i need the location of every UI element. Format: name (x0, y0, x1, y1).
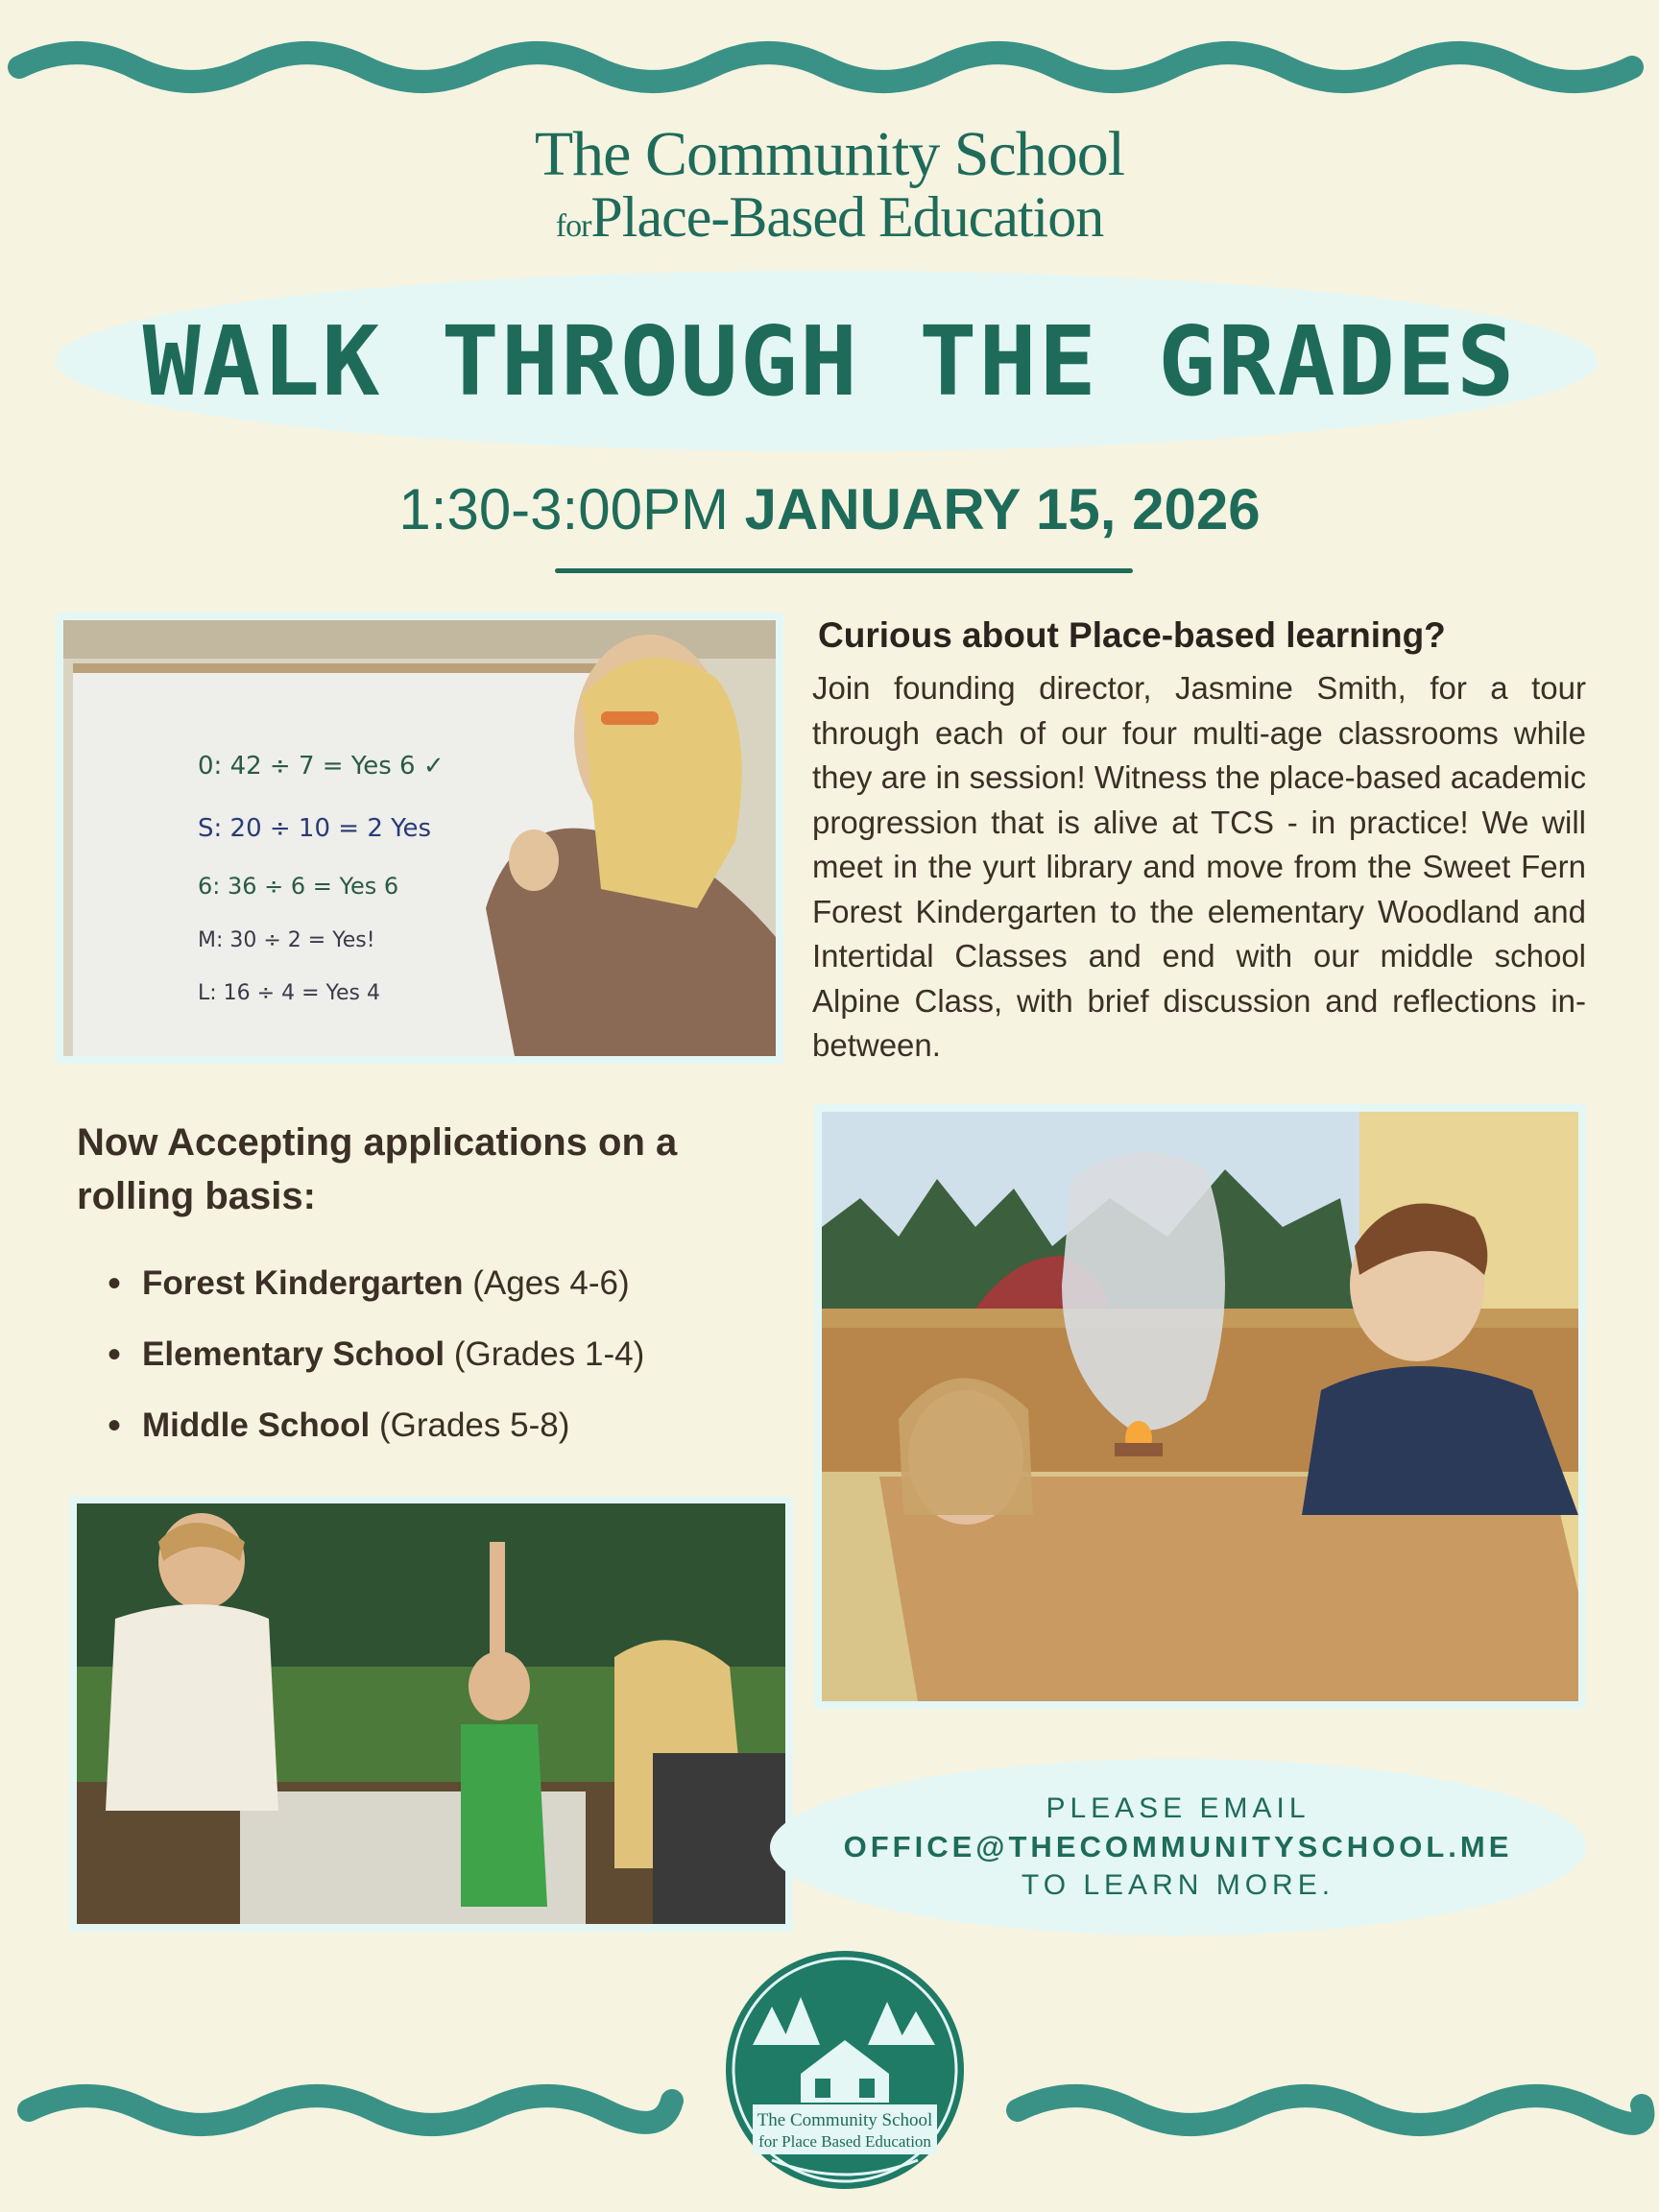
whiteboard-line: 0: 42 ÷ 7 = Yes 6 ✓ (198, 752, 445, 781)
event-datetime (0, 476, 1659, 543)
program-item (108, 1319, 799, 1390)
school-seal-icon (724, 1949, 966, 2191)
seal-text-line2: for Place Based Education (758, 2132, 931, 2151)
program-detail: (Grades 1-4) (453, 1335, 645, 1373)
program-item (108, 1248, 799, 1319)
program-detail: (Ages 4-6) (472, 1264, 630, 1302)
program-detail: (Grades 5-8) (378, 1407, 570, 1444)
contact-line1: PLEASE EMAIL (1046, 1792, 1310, 1824)
contact-line3: TO LEARN MORE. (1021, 1869, 1335, 1901)
contact-block (770, 1790, 1586, 1905)
event-title: WALK THROUGH THE GRADES (142, 305, 1517, 418)
bottom-right-wave-decoration (998, 2072, 1659, 2149)
curious-heading: Curious about Place-based learning? (818, 615, 1446, 655)
top-wave-decoration (0, 29, 1659, 106)
contact-email-link[interactable]: OFFICE@THECOMMUNITYSCHOOL.ME (843, 1830, 1513, 1863)
applications-heading: Now Accepting applications on a rolling basis: (77, 1121, 678, 1217)
whiteboard-line: S: 20 ÷ 10 = 2 Yes (198, 814, 432, 843)
program-name: Middle School (142, 1407, 371, 1444)
school-name (0, 119, 1659, 255)
seal-text-line1: The Community School (757, 2110, 933, 2130)
bottom-left-wave-decoration (0, 2072, 691, 2149)
outdoor-activity-photo (69, 1496, 793, 1932)
whiteboard-line: M: 30 ÷ 2 = Yes! (198, 928, 375, 952)
school-name-line2 (0, 185, 1659, 255)
school-name-for: for (555, 208, 591, 244)
school-name-place-based: Place-Based Education (590, 185, 1104, 249)
whiteboard-line: 6: 36 ÷ 6 = Yes 6 (198, 873, 399, 900)
program-name: Forest Kindergarten (142, 1264, 464, 1302)
program-item (108, 1390, 799, 1461)
program-name: Elementary School (142, 1335, 445, 1373)
curious-body-text: Join founding director, Jasmine Smith, for a tour through each of our four multi-age classrooms while they are in session! Witness the place-based academic progression that is alive at TCS - in practice! We will meet in the yurt library and move from the Sweet Fern Forest Kindergarten to the elementary Woodland and Intertidal Classes and end with our middle school Alpine Class, with brief discussion and reflections in-between. (812, 670, 1586, 1063)
school-name-line1: The Community School (534, 119, 1125, 189)
event-date: JANUARY 15, 2026 (744, 477, 1261, 541)
title-divider (555, 568, 1133, 573)
whiteboard-photo (56, 613, 783, 1064)
event-time: 1:30-3:00PM (398, 477, 729, 541)
balloon-experiment-photo (814, 1104, 1586, 1709)
programs-list (108, 1248, 799, 1461)
whiteboard-line: L: 16 ÷ 4 = Yes 4 (198, 981, 380, 1005)
